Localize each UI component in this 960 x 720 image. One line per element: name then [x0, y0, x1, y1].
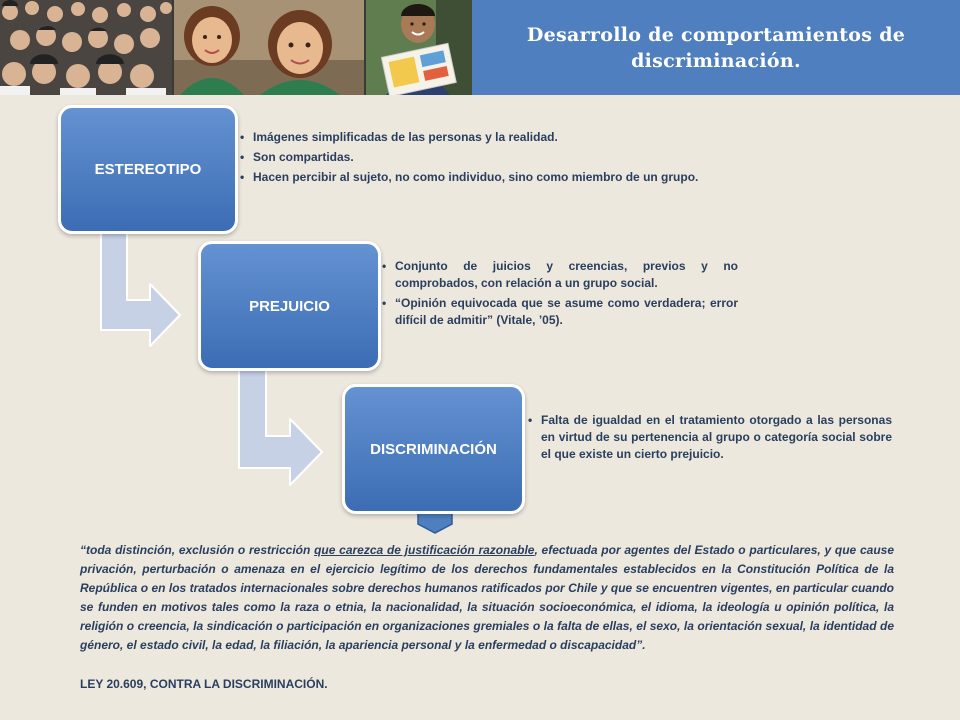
bullet-item: • Falta de igualdad en el tratamiento otorgado a las personas en virtud de su pertenencia al grupo o categoría social sobre el que existe un cierto prejuicio.: [528, 412, 892, 463]
bullet-item: • Imágenes simplificadas de las personas y la realidad.: [240, 129, 710, 146]
step-box-prejuicio: [198, 241, 381, 371]
bullet-item: • Son compartidas.: [240, 149, 710, 166]
bullet-item: • “Opinión equivocada que se asume como verdadera; error difícil de admitir” (Vitale, ’05).: [382, 295, 738, 329]
down-arrow-icon: [418, 511, 452, 533]
step-label-discriminacion: DISCRIMINACIÓN: [370, 440, 497, 458]
arrow-estereotipo-to-prejuicio: [101, 230, 180, 346]
step-box-estereotipo: [58, 105, 238, 234]
page-title: Desarrollo de comportamientos de discriminación.: [526, 23, 906, 72]
step-bullets-estereotipo: [240, 129, 710, 189]
arrow-prejuicio-to-discriminacion: [239, 366, 322, 485]
step-bullets-prejuicio: [382, 258, 738, 332]
step-label-prejuicio: PREJUICIO: [249, 297, 330, 315]
quote-text-start: “toda distinción, exclusión o restricción: [80, 543, 315, 557]
step-label-estereotipo: ESTEREOTIPO: [94, 161, 202, 178]
step-bullets-discriminacion: [528, 412, 892, 466]
quote-text-end: , efectuada por agentes del Estado o particulares, y que cause privación, perturbación o amenaza en el ejercicio legítimo de los derechos fundamentales establecidos en la Constitución Política de la República o en los tratados internacionales sobre derechos humanos ratificados por Chile y que se encuentren vigentes, en particular cuando se funden en motivos tales como la raza o etnia, la nacionalidad, la situación socioeconómica, el idioma, la ideología u opinión política, la religión o creencia, la sindicación o participación en organizaciones gremiales o la falta de ellas, el sexo, la orientación sexual, la identidad de género, el estado civil, la edad, la filiación, la apariencia personal y la enfermedad o discapacidad”.: [80, 543, 895, 652]
bullet-item: • Hacen percibir al sujeto, no como individuo, sino como miembro de un grupo.: [240, 169, 710, 186]
step-box-discriminacion: [342, 384, 525, 514]
bullet-item: • Conjunto de juicios y creencias, previos y no comprobados, con relación a un grupo social.: [382, 258, 738, 292]
legal-definition-quote: [80, 541, 894, 655]
quote-underlined-phrase: que carezca de justificación razonable: [314, 543, 535, 557]
law-citation: LEY 20.609, CONTRA LA DISCRIMINACIÓN.: [80, 677, 328, 691]
